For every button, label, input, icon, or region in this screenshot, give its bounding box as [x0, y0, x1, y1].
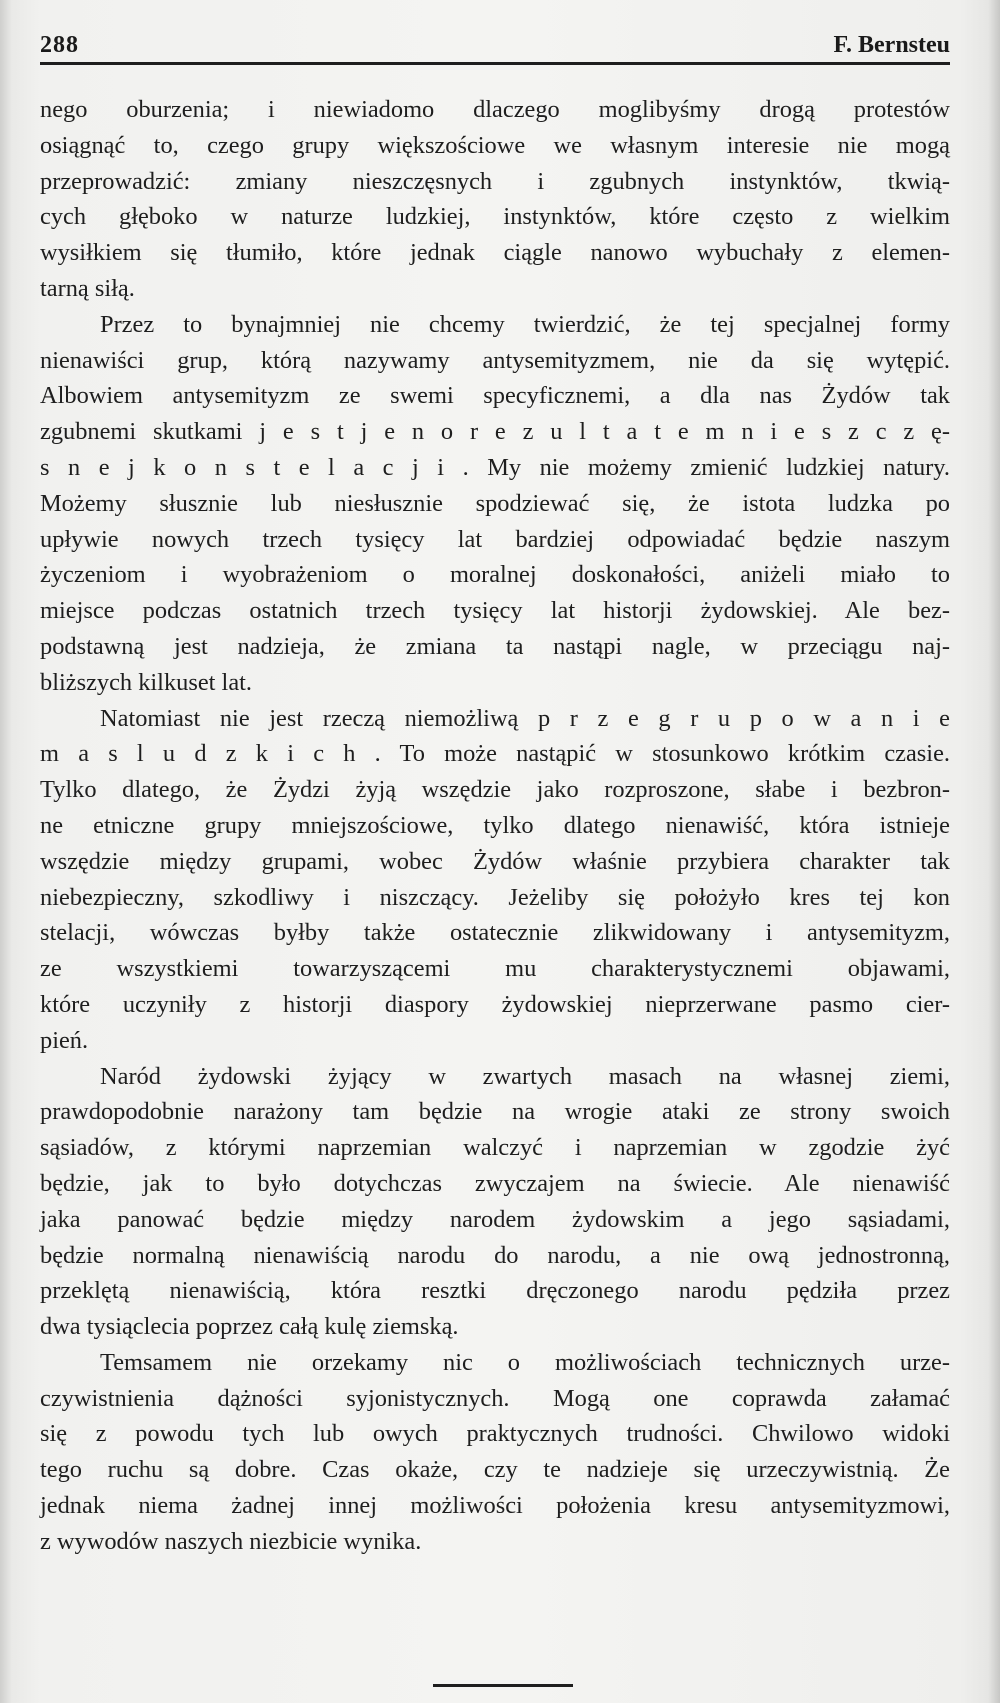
text-line: tego ruchu są dobre. Czas okaże, czy te nadzieje się urzeczywistnią. Że [40, 1456, 950, 1484]
paragraph [40, 701, 950, 1059]
text-line: jaka panować będzie między narodem żydowskim a jego sąsiadami, [40, 1205, 950, 1233]
text-line: ne etniczne grupy mniejszościowe, tylko dlatego nienawiść, która istnieje [40, 811, 950, 839]
text-line: ze wszystkiemi towarzyszącemi mu charakterystycznemi objawami, [40, 955, 950, 983]
text-line: miejsce podczas ostatnich trzech tysięcy lat historji żydowskiej. Ale bez- [40, 597, 950, 625]
text-line: upływie nowych trzech tysięcy lat bardziej odpowiadać będzie naszym [40, 525, 950, 553]
text-line: życzeniom i wyobrażeniom o moralnej doskonałości, aniżeli miało to [40, 561, 950, 589]
text-line: bliższych kilkuset lat. [40, 668, 253, 696]
text-line: Natomiast nie jest rzeczą niemożliwą p r z e g r u p o w a n i e [100, 704, 950, 732]
text-line: dwa tysiąclecia poprzez całą kulę ziemską. [40, 1313, 459, 1341]
text-line: które uczyniły z historji diaspory żydowskiej nieprzerwane pasmo cier- [40, 990, 950, 1018]
text-line: będzie, jak to było dotychczas zwyczajem na świecie. Ale nienawiść [40, 1169, 950, 1197]
paragraph [40, 92, 950, 307]
text-line: będzie normalną nienawiścią narodu do narodu, a nie ową jednostronną, [40, 1241, 950, 1269]
paragraph [40, 307, 950, 701]
text-line: Naród żydowski żyjący w zwartych masach na własnej ziemi, [100, 1062, 950, 1090]
text-line: czywistnienia dążności syjonistycznych. Mogą one coprawda załamać [40, 1384, 950, 1412]
text-line: nienawiści grup, którą nazywamy antysemityzmem, nie da się wytępić. [40, 346, 950, 374]
text-line: jednak niema żadnej innej możliwości położenia kresu antysemityzmowi, [40, 1492, 950, 1520]
right-page-edge-shadow [988, 0, 1000, 1703]
text-line: tarną siłą. [40, 274, 135, 302]
left-page-edge-shadow [0, 0, 12, 1703]
text-line: Przez to bynajmniej nie chcemy twierdzić, że tej specjalnej formy [100, 310, 950, 338]
text-line: prawdopodobnie narażony tam będzie na wrogie ataki ze strony swoich [40, 1098, 950, 1126]
text-line: s n e j k o n s t e l a c j i . My nie możemy zmienić ludzkiej natury. [40, 453, 950, 481]
body-text [40, 92, 950, 1560]
paragraph [40, 1059, 950, 1345]
text-line: m a s l u d z k i c h . To może nastąpić w stosunkowo krótkim czasie. [40, 740, 950, 768]
running-head-author: F. Bernsteu [833, 32, 950, 58]
text-line: przeprowadzić: zmiany nieszczęsnych i zgubnych instynktów, tkwią- [40, 167, 950, 195]
text-line: osiągnąć to, czego grupy większościowe we własnym interesie nie mogą [40, 131, 950, 159]
text-line: przeklętą nienawiścią, która resztki dręczonego narodu pędziła przez [40, 1277, 950, 1305]
text-line: nego oburzenia; i niewiadomo dlaczego moglibyśmy drogą protestów [40, 96, 950, 123]
text-line: niebezpieczny, szkodliwy i niszczący. Jeżeliby się położyło kres tej kon [40, 883, 950, 911]
text-line: z wywodów naszych niezbicie wynika. [40, 1527, 422, 1555]
text-line: Możemy słusznie lub niesłusznie spodziewać się, że istota ludzka po [40, 489, 950, 517]
text-line: podstawną jest nadzieja, że zmiana ta nastąpi nagle, w przeciągu naj- [40, 632, 950, 660]
text-line: wysiłkiem się tłumiło, które jednak ciągle nanowo wybuchały z elemen- [40, 239, 950, 267]
section-end-rule [433, 1684, 573, 1687]
page-number: 288 [40, 32, 79, 58]
text-line: Albowiem antysemityzm ze swemi specyficznemi, a dla nas Żydów tak [40, 382, 950, 410]
text-line: pień. [40, 1026, 89, 1054]
text-line: sąsiadów, z którymi naprzemian walczyć i naprzemian w zgodzie żyć [40, 1134, 950, 1162]
header-rule [40, 62, 950, 65]
page-header [40, 22, 950, 62]
text-line: wszędzie między grupami, wobec Żydów właśnie przybiera charakter tak [40, 847, 950, 875]
text-line: zgubnemi skutkami j e s t j e n o r e z u l t a t e m n i e s z c z ę- [40, 418, 950, 446]
text-line: cych głęboko w naturze ludzkiej, instynktów, które często z wielkim [40, 203, 950, 231]
text-line: Tylko dlatego, że Żydzi żyją wszędzie jako rozproszone, słabe i bezbron- [40, 776, 950, 804]
text-line: stelacji, wówczas byłby także ostatecznie zlikwidowany i antysemityzm, [40, 919, 950, 947]
paragraph [40, 1345, 950, 1560]
text-line: Temsamem nie orzekamy nic o możliwościach technicznych urze- [100, 1348, 950, 1376]
text-line: się z powodu tych lub owych praktycznych trudności. Chwilowo widoki [40, 1420, 950, 1448]
